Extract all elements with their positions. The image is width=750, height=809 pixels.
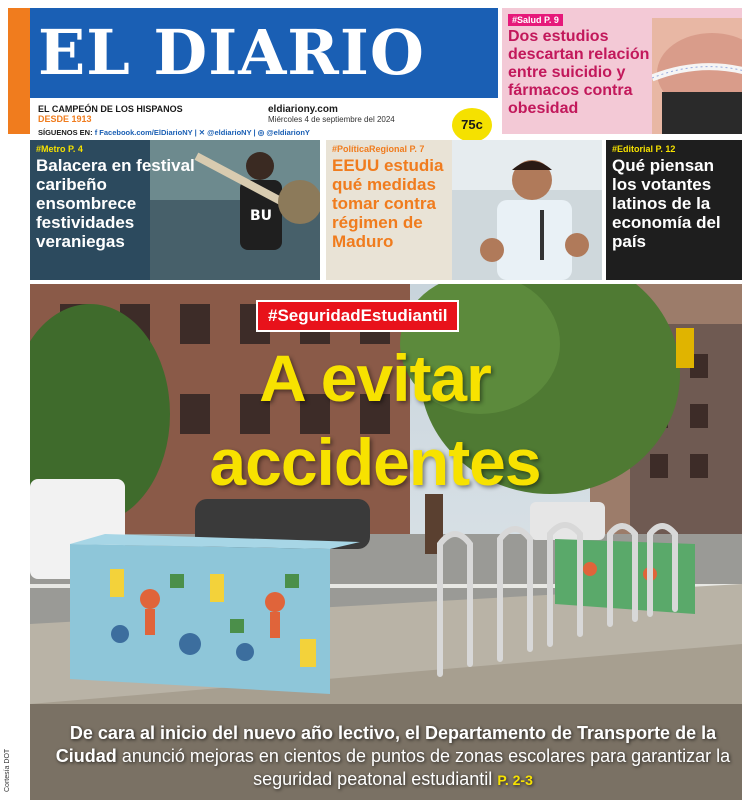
deck-text: anunció mejoras en cientos de puntos de zonas escolares para garantizar la seguridad peatonal estudiantil [121, 746, 731, 789]
teaser-editorial-tag: #Editorial P. 12 [612, 144, 676, 154]
twitter-icon: | ✕ [194, 128, 208, 137]
teaser-metro-headline[interactable]: Balacera en festival caribeño ensombrece festividades veraniegas [36, 156, 195, 251]
founded-year: DESDE 1913 [38, 114, 92, 124]
teaser-editorial-headline[interactable]: Qué piensan los votantes latinos de la economía del país [612, 156, 721, 251]
price-badge: 75c [452, 108, 492, 142]
website-link[interactable]: eldiariony.com [268, 104, 338, 115]
page-reference[interactable]: P. 2-3 [497, 772, 533, 788]
facebook-link[interactable]: Facebook.com/ElDiarioNY [99, 128, 193, 137]
issue-date: Miércoles 4 de septiembre del 2024 [268, 115, 395, 124]
social-links [38, 128, 310, 137]
newspaper-logo[interactable]: EL DIARIO [38, 16, 425, 89]
photo-credit: Cortesía DOT [4, 748, 11, 792]
svg-text:BU: BU [250, 208, 273, 224]
tagline: EL CAMPEÓN DE LOS HISPANOS [38, 104, 183, 114]
facebook-icon: f [94, 128, 100, 137]
main-story-hashtag[interactable]: #SeguridadEstudiantil [256, 300, 459, 332]
masthead [8, 8, 498, 137]
painted-safety-barrier [70, 534, 360, 694]
maduro-photo [452, 140, 602, 280]
teaser-salud-tag: #Salud P. 9 [508, 14, 563, 26]
instagram-icon: | ◎ [253, 128, 267, 137]
deck-bold-lead: De cara al inicio del nuevo año lectivo, el Departamento de Transporte de la Ciudad [55, 723, 717, 766]
teaser-politica-tag: #PolíticaRegional P. 7 [332, 144, 425, 154]
teaser-metro-tag: #Metro P. 4 [36, 144, 83, 154]
teaser-politica[interactable] [326, 140, 602, 280]
twitter-link[interactable]: @eldiarioNY [207, 128, 252, 137]
teaser-politica-headline[interactable]: EEUU estudia qué medidas tomar contra régimen de Maduro [332, 156, 444, 251]
main-story-deck [48, 722, 738, 792]
teaser-salud-headline[interactable]: Dos estudios descartan relación entre suicidio y fármacos contra obesidad [508, 28, 650, 117]
main-headline-line2[interactable]: accidentes [209, 425, 541, 499]
instagram-link[interactable]: @eldiarionY [266, 128, 310, 137]
follow-label: SÍGUENOS EN: [38, 128, 93, 137]
main-headline-line1[interactable]: A evitar [259, 341, 491, 415]
masthead-accent-stripe [8, 8, 30, 134]
teaser-metro[interactable] [30, 140, 320, 280]
teaser-editorial[interactable] [606, 140, 742, 280]
teaser-salud[interactable] [502, 8, 742, 134]
